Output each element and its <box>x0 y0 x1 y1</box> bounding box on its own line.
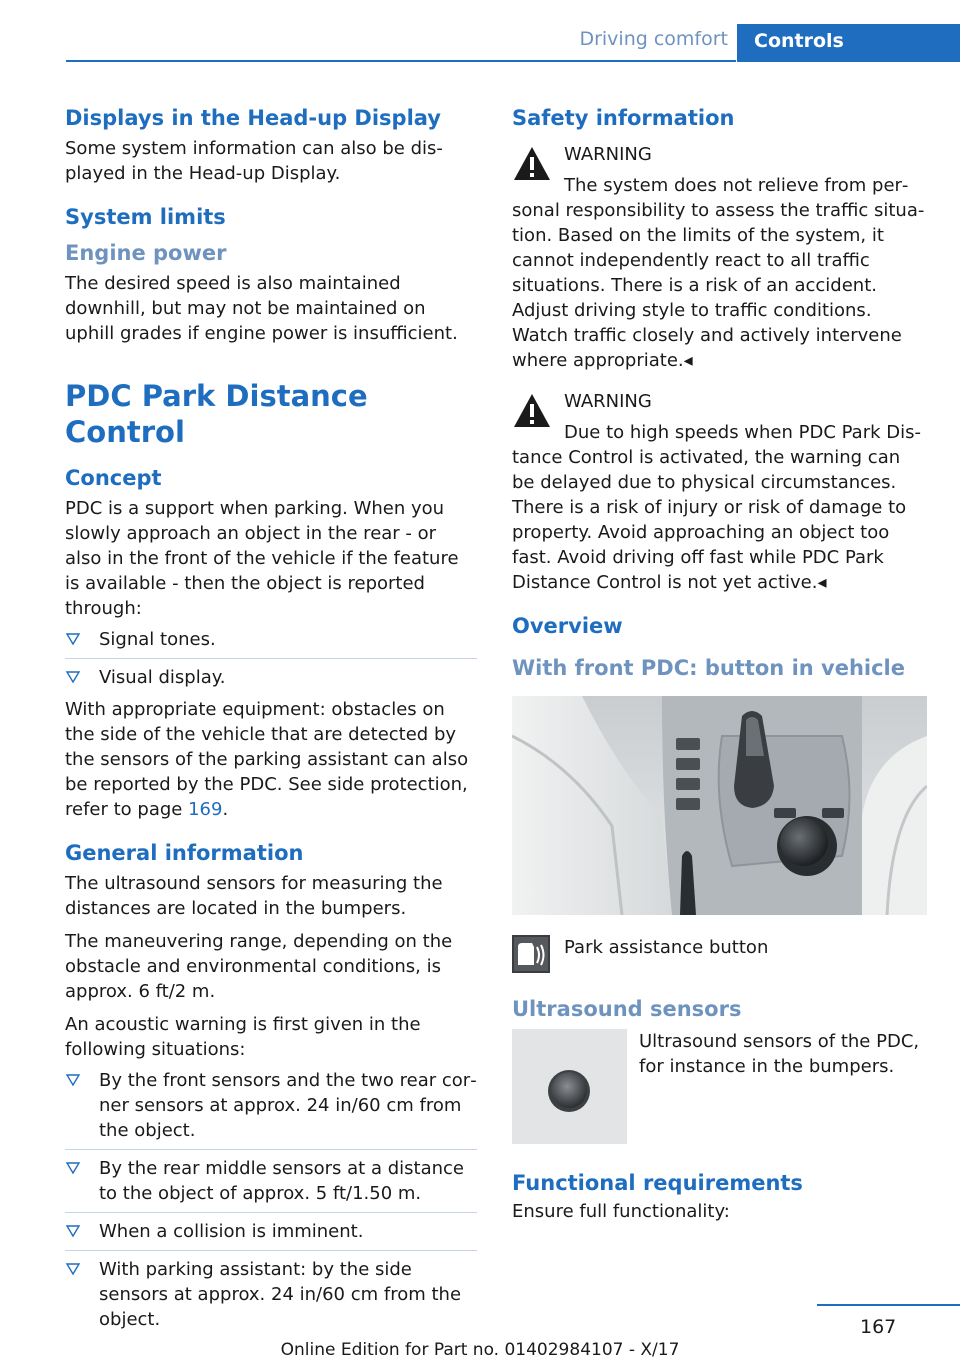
warning-triangle-icon <box>512 144 552 184</box>
list-item <box>65 658 477 696</box>
triangle-bullet-icon <box>65 1156 81 1181</box>
list-item <box>65 1212 477 1250</box>
page-header <box>0 0 960 62</box>
list-item-text: By the rear middle sensors at a distance to the object of approx. 5 ft/1.50 m. <box>99 1158 464 1204</box>
heading-pdc: PDC Park Distance Control <box>65 379 368 449</box>
center-console-photo <box>512 696 927 915</box>
ultrasound-sensor-image <box>512 1029 627 1144</box>
footer-edition: Online Edition for Part no. 01402984107 - X/17 <box>280 1340 680 1360</box>
warning-triangle-icon <box>512 391 552 431</box>
park-assistance-row <box>512 935 927 975</box>
header-tab-label: Controls <box>754 30 844 52</box>
heading-system-limits: System limits <box>65 205 226 229</box>
page-number: 167 <box>860 1316 897 1338</box>
warning-title: WARNING <box>564 144 652 165</box>
warning-body: Due to high speeds when PDC Park Distance Control is activated, the warning can be delayed due to physical circumstances. There is a risk of injury or risk of damage to property. Avoid approaching an object too fast. Avoid driving off fast while PDC Park Distance Control is not yet active.◂ <box>512 422 921 593</box>
triangle-bullet-icon <box>65 627 81 652</box>
heading-functional-requirements: Functional requirements <box>512 1171 803 1195</box>
list-item <box>65 627 477 658</box>
triangle-bullet-icon <box>65 1257 81 1282</box>
text-engine-power: The desired speed is also maintained downhill, but may not be maintained on uphill grades if engine power is insufficient. <box>65 273 458 344</box>
page-link-169[interactable]: 169 <box>188 799 223 820</box>
heading-concept: Concept <box>65 466 162 490</box>
text-equipment-body: With appropriate equipment: obstacles on the side of the vehicle that are detected by the sensors of the parking assistant can also be reported by the PDC. See side protection, refer to page <box>65 699 469 820</box>
list-item <box>65 1250 477 1338</box>
warning-block-1 <box>512 142 927 373</box>
text-concept: PDC is a support when parking. When you slowly approach an object in the rear - or also in the front of the vehicle if the feature is available - then the object is reported through: <box>65 498 459 619</box>
heading-engine-power: Engine power <box>65 241 227 265</box>
heading-front-pdc: With front PDC: button in vehicle <box>512 656 906 680</box>
triangle-bullet-icon <box>65 665 81 690</box>
heading-hud: Displays in the Head-up Display <box>65 106 441 130</box>
header-section: Driving comfort <box>579 28 728 50</box>
ultrasound-sensor-row <box>512 1029 927 1145</box>
text-functional-requirements: Ensure full functionality: <box>512 1201 730 1222</box>
heading-ultrasound-sensors: Ultrasound sensors <box>512 997 742 1021</box>
list-item-text: With parking assistant: by the side sensors at approx. 24 in/60 cm from the object. <box>99 1259 462 1330</box>
triangle-bullet-icon <box>65 1068 81 1093</box>
right-column <box>512 100 927 1224</box>
warning-body: The system does not relieve from personal responsibility to assess the traffic situation. Based on the limits of the system, it cannot independently react to all traffic situations. There is a risk of an accident. Adjust driving style to traffic conditions. Watch traffic closely and actively intervene where appropriate.◂ <box>512 175 925 371</box>
heading-general-information: General information <box>65 841 304 865</box>
bullet-list-warnings <box>65 1068 477 1338</box>
header-rule <box>66 60 736 62</box>
heading-safety-information: Safety information <box>512 106 735 130</box>
park-assistance-button-icon <box>512 935 550 973</box>
text-equipment <box>65 697 477 822</box>
text-general-2: The maneuvering range, depending on the obstacle and environmental conditions, is approx. 6 ft/2 m. <box>65 931 453 1002</box>
list-item <box>65 1068 477 1149</box>
warning-title: WARNING <box>564 391 652 412</box>
text-general-1: The ultrasound sensors for measuring the distances are located in the bumpers. <box>65 873 443 919</box>
heading-overview: Overview <box>512 614 623 638</box>
warning-block-2 <box>512 389 927 595</box>
text-equipment-end: . <box>222 799 229 820</box>
text-hud: Some system information can also be displayed in the Head-up Display. <box>65 138 443 184</box>
list-item-text: When a collision is imminent. <box>99 1221 364 1242</box>
text-ultrasound-sensors: Ultrasound sensors of the PDC, for instance in the bumpers. <box>639 1031 920 1077</box>
triangle-bullet-icon <box>65 1219 81 1244</box>
list-item-text: Signal tones. <box>99 629 216 650</box>
bullet-list-reporting <box>65 627 477 696</box>
list-item-text: Visual display. <box>99 667 226 688</box>
header-tab <box>737 24 960 62</box>
park-assistance-label: Park assistance button <box>564 937 769 958</box>
left-column <box>65 100 477 1338</box>
list-item-text: By the front sensors and the two rear corner sensors at approx. 24 in/60 cm from the object. <box>99 1070 477 1141</box>
footer-rule <box>817 1304 960 1306</box>
text-general-3: An acoustic warning is first given in the following situations: <box>65 1014 421 1060</box>
list-item <box>65 1149 477 1212</box>
